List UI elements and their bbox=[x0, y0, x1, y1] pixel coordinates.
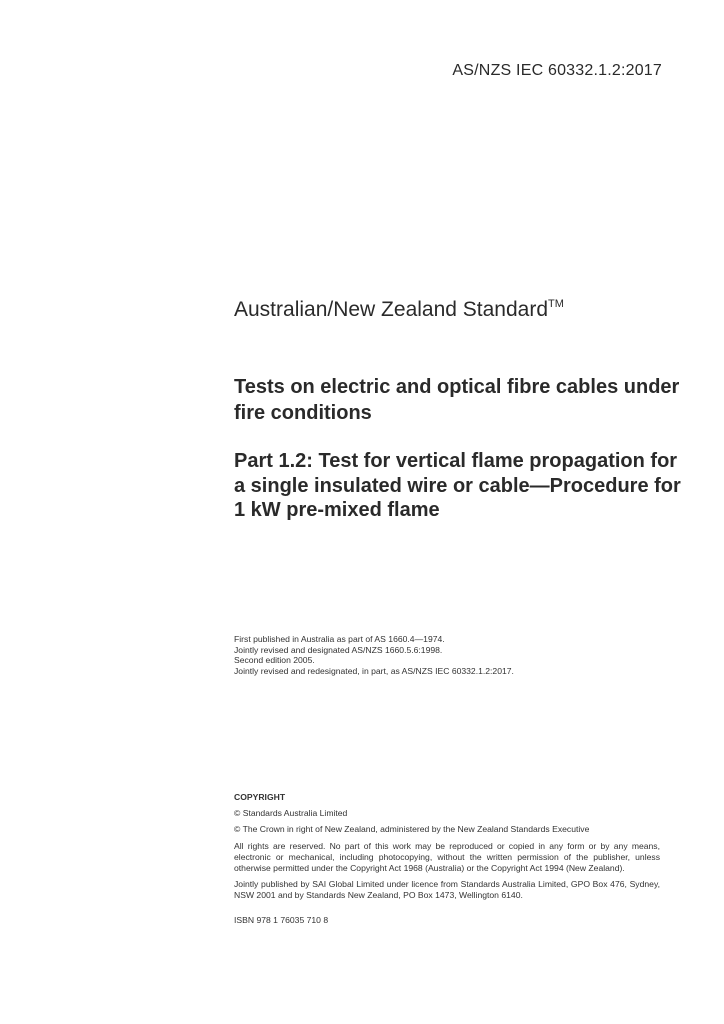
trademark-mark: TM bbox=[548, 298, 564, 310]
standard-type bbox=[234, 298, 564, 322]
isbn: ISBN 978 1 76035 710 8 bbox=[234, 914, 329, 925]
publication-history bbox=[234, 634, 674, 676]
copyright-holder: © The Crown in right of New Zealand, administered by the New Zealand Standards Executive bbox=[234, 824, 590, 835]
history-line: Jointly revised and designated AS/NZS 1660.5.6:1998. bbox=[234, 644, 443, 655]
copyright-holder: © Standards Australia Limited bbox=[234, 808, 348, 819]
document-id: AS/NZS IEC 60332.1.2:2017 bbox=[452, 62, 662, 79]
copyright-section bbox=[234, 792, 660, 926]
standard-type-label: Australian/New Zealand Standard bbox=[234, 298, 549, 321]
history-line: Jointly revised and redesignated, in part, as AS/NZS IEC 60332.1.2:2017. bbox=[234, 665, 514, 676]
copyright-heading: COPYRIGHT bbox=[234, 792, 286, 802]
rights-statement: All rights are reserved. No part of this work may be reproduced or copied in any form or by any means, electronic or mechanical, including photocopying, without the written permission of the publisher, unless otherwise permitted under the Copyright Act 1968 (Australia) or the Copyright Act 1994 (New Zealand). bbox=[234, 840, 660, 874]
publishing-statement: Jointly published by SAI Global Limited under licence from Standards Australia Limited, GPO Box 476, Sydney, NSW 2001 and by Standards New Zealand, PO Box 1473, Wellington 6140. bbox=[234, 879, 660, 901]
history-line: Second edition 2005. bbox=[234, 655, 315, 665]
history-line: First published in Australia as part of AS 1660.4—1974. bbox=[234, 634, 445, 644]
main-title: Tests on electric and optical fibre cables under fire conditions bbox=[234, 376, 680, 424]
part-title: Part 1.2: Test for vertical flame propagation for a single insulated wire or cable—Procedure for 1 kW pre-mixed flame bbox=[234, 450, 681, 521]
